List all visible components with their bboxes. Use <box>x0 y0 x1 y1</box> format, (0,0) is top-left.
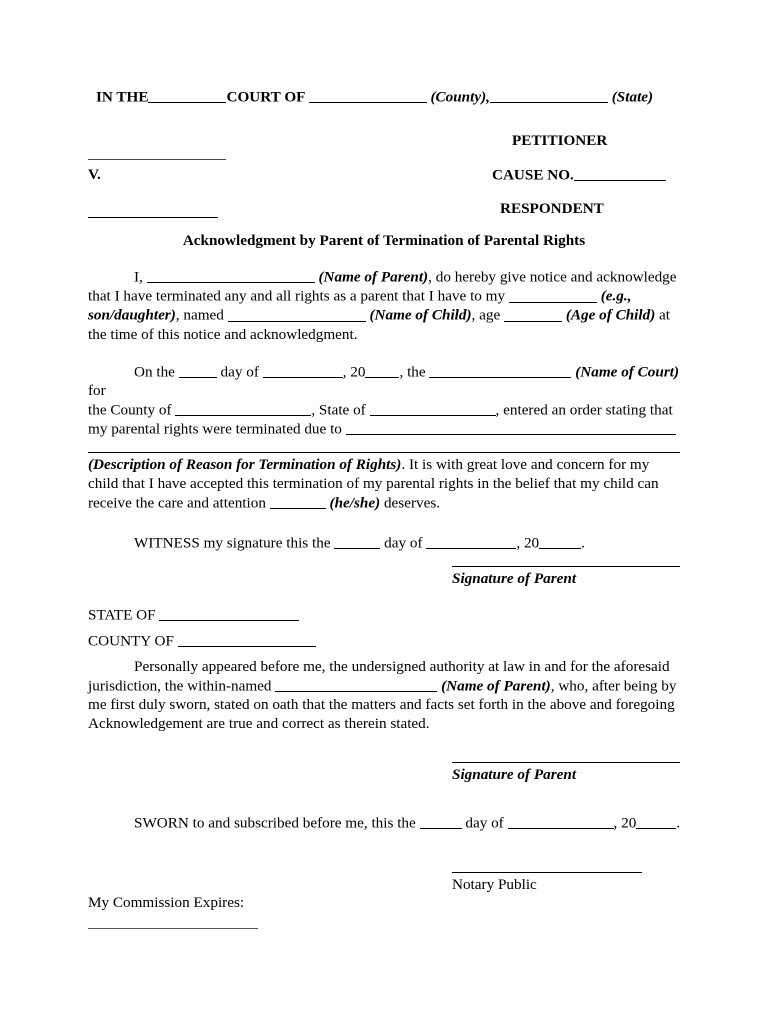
he-she-blank[interactable] <box>270 494 326 509</box>
signature-caption-parent-1: Signature of Parent <box>452 570 577 587</box>
son-daughter-hint-label: son/daughter) <box>88 306 176 324</box>
witness-day-blank[interactable] <box>334 534 380 549</box>
sworn-year-prefix: , 20 <box>613 814 637 832</box>
respondent-label: RESPONDENT <box>500 200 604 217</box>
sworn-text-1: SWORN to and subscribed before me, this the <box>134 814 416 832</box>
para2-text-1: , entered an order stating that <box>495 400 673 418</box>
court-name-blank[interactable] <box>429 363 571 378</box>
county-blank[interactable] <box>309 88 427 103</box>
caption-court-line <box>96 88 653 110</box>
state-blank[interactable] <box>490 88 608 103</box>
state-of-label: , State of <box>311 400 366 418</box>
jurat-text-4: me first duly sworn, stated on oath that the matters and facts set forth in the above and foregoing <box>88 696 675 714</box>
para1-text-3: , named <box>175 306 224 324</box>
the-label: , the <box>399 362 426 380</box>
state-hint-label: (State) <box>611 88 654 106</box>
jurat-text-5: Acknowledgement are true and correct as therein stated. <box>88 714 430 732</box>
state-of-line <box>88 606 299 625</box>
state-of-label-jurat: STATE OF <box>88 606 156 624</box>
parent-name-blank-2[interactable] <box>275 677 437 692</box>
jurat-state-blank[interactable] <box>159 606 299 621</box>
para3-text-1: . It is with great love and concern for my <box>401 456 650 473</box>
witness-year-prefix: , 20 <box>516 534 540 552</box>
para1-text-1: , do hereby give notice and acknowledge <box>428 268 677 286</box>
cause-no-label: CAUSE NO. <box>492 166 574 184</box>
para1-text-6: the time of this notice and acknowledgment. <box>88 325 358 343</box>
court-type-blank[interactable] <box>148 88 226 103</box>
para2-text-2: my parental rights were terminated due to <box>88 420 342 438</box>
commission-expires-label: My Commission Expires: <box>88 894 245 911</box>
county-hint-label: (County), <box>430 88 490 106</box>
notary-public-caption: Notary Public <box>452 876 537 893</box>
paragraph-order <box>88 363 680 440</box>
relationship-blank[interactable] <box>509 287 597 302</box>
name-of-court-hint: (Name of Court) <box>575 362 680 380</box>
jurat-text-1: Personally appeared before me, the undersigned authority at law in and for the aforesaid <box>134 658 670 675</box>
on-the-label: On the <box>134 362 175 380</box>
cause-no-blank[interactable] <box>574 166 666 181</box>
paragraph-jurat <box>88 658 680 734</box>
reason-blank-line-2[interactable] <box>88 452 680 453</box>
name-of-parent-hint-2: (Name of Parent) <box>441 677 551 695</box>
i-lead-label: I, <box>134 268 143 286</box>
signature-caption-parent-2: Signature of Parent <box>452 766 577 783</box>
para3-text-2: child that I have accepted this termination of my parental rights in the belief that my child can <box>88 474 659 492</box>
page-title: Acknowledgment by Parent of Termination of Parental Rights <box>182 232 586 249</box>
day-of-label-1: day of <box>220 362 259 380</box>
cause-number-line <box>492 166 666 184</box>
for-label: for <box>88 381 106 399</box>
order-county-blank[interactable] <box>175 401 311 416</box>
in-the-label: IN THE <box>96 88 149 106</box>
signature-block-parent-1 <box>452 566 680 588</box>
witness-line <box>88 534 680 553</box>
signature-line-parent-1[interactable] <box>452 566 680 567</box>
para1-text-4: , age <box>471 306 501 324</box>
respondent-name-blank-wrap <box>88 202 218 221</box>
para3-text-4: deserves. <box>383 494 441 512</box>
sworn-line <box>88 814 680 833</box>
order-day-blank[interactable] <box>179 363 217 378</box>
child-name-blank[interactable] <box>228 306 366 321</box>
order-state-blank[interactable] <box>370 401 496 416</box>
witness-year-blank[interactable] <box>539 534 581 549</box>
signature-line-parent-2[interactable] <box>452 762 680 763</box>
witness-day-of-label: day of <box>384 534 423 552</box>
jurat-county-blank[interactable] <box>178 632 316 647</box>
sworn-period: . <box>676 814 681 832</box>
parent-name-blank-1[interactable] <box>147 268 315 283</box>
notary-signature-line[interactable] <box>452 872 642 873</box>
reason-blank-line-1[interactable] <box>346 420 676 435</box>
order-year-prefix: , 20 <box>342 362 366 380</box>
paragraph-reason-continuation <box>88 456 680 513</box>
order-month-blank[interactable] <box>263 363 343 378</box>
jurat-text-2: jurisdiction, the within-named <box>88 677 272 695</box>
para1-text-2: that I have terminated any and all rights as a parent that I have to my <box>88 287 506 305</box>
para3-text-3: receive the care and attention <box>88 494 266 512</box>
witness-month-blank[interactable] <box>426 534 516 549</box>
county-of-line <box>88 632 316 651</box>
witness-text-1: WITNESS my signature this the <box>134 534 331 552</box>
sworn-day-blank[interactable] <box>420 814 462 829</box>
document-content <box>88 88 681 911</box>
county-of-label: the County of <box>88 400 172 418</box>
notary-block <box>452 872 642 894</box>
signature-block-parent-2 <box>452 762 680 784</box>
court-caption-block <box>88 88 680 228</box>
sworn-month-blank[interactable] <box>508 814 614 829</box>
eg-hint-label: (e.g., <box>600 287 632 305</box>
jurat-text-3: , who, after being by <box>550 677 677 695</box>
court-of-label: COURT OF <box>226 88 305 106</box>
petitioner-name-blank-wrap <box>88 144 226 163</box>
respondent-name-blank[interactable] <box>88 202 218 218</box>
age-of-child-hint: (Age of Child) <box>565 306 656 324</box>
versus-label: V. <box>88 166 101 183</box>
reason-description-hint: (Description of Reason for Termination of Rights) <box>88 456 402 473</box>
order-year-blank[interactable] <box>365 363 399 378</box>
para1-text-5: at <box>659 306 671 324</box>
name-of-child-hint: (Name of Child) <box>369 306 472 324</box>
commission-expires-blank[interactable] <box>88 928 258 929</box>
name-of-parent-hint-1: (Name of Parent) <box>318 268 429 286</box>
sworn-day-of-label: day of <box>465 814 504 832</box>
he-she-hint: (he/she) <box>329 494 381 512</box>
county-of-label-jurat: COUNTY OF <box>88 632 174 650</box>
sworn-year-blank[interactable] <box>636 814 676 829</box>
petitioner-label: PETITIONER <box>512 132 608 149</box>
paragraph-acknowledgment <box>88 268 680 345</box>
witness-period: . <box>581 534 585 552</box>
child-age-blank[interactable] <box>504 306 562 321</box>
petitioner-name-blank[interactable] <box>88 144 226 160</box>
